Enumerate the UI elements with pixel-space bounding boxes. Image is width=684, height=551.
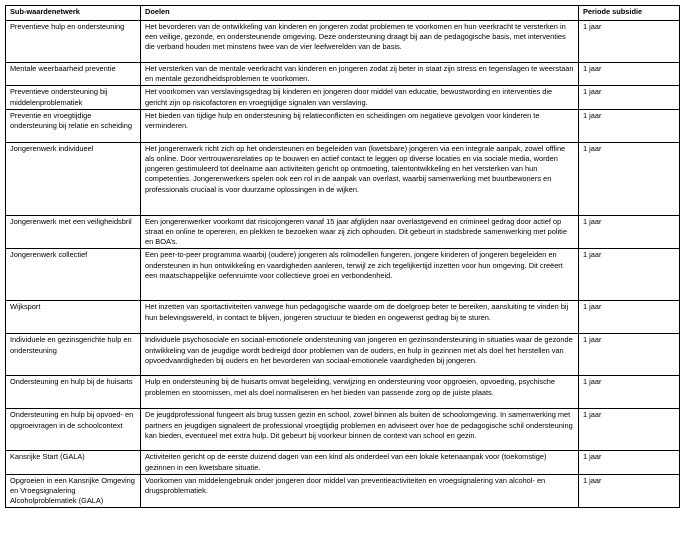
period-cell: 1 jaar xyxy=(579,215,680,249)
goal-cell: De jeugdprofessional fungeert als brug tussen gezin en school, zowel binnen als buiten de schoolomgeving. In samenwerking met partners en jeugdigen signaleert de professional vroegtijdig problemen en adviseert over hoe de pedagogische schil ondersteuning kan bieden, eventueel met extra hulp. Dit gebeurt bij voorkeur binnen de context van school en gezin. xyxy=(141,409,579,451)
goal-cell: Een jongerenwerker voorkomt dat risicojongeren vanaf 15 jaar afglijden naar overlastgevend en crimineel gedrag door actief op straat en online te opereren, en plekken te bezoeken waar zij zich ophouden. Dit gebeurt in stadsbrede samenwerking met politie en BOA’s. xyxy=(141,215,579,249)
goal-cell: Het bieden van tijdige hulp en ondersteuning bij relatieconflicten en scheidingen om negatieve gevolgen voor kinderen te verminderen. xyxy=(141,109,579,142)
subnetwork-cell: Ondersteuning en hulp bij opvoed- en opgroeivragen in de schoolcontext xyxy=(6,409,141,451)
goal-cell: Het inzetten van sportactiviteiten vanwege hun pedagogische waarde om de doelgroep beter te bereiken, aansluiting te vinden bij hun belevingswereld, in contact te blijven, jongeren structuur te bieden en ongewenst gedrag bij te sturen. xyxy=(141,301,579,334)
header-period: Periode subsidie xyxy=(579,6,680,21)
subsidy-table xyxy=(5,5,680,508)
period-cell: 1 jaar xyxy=(579,376,680,409)
period-cell: 1 jaar xyxy=(579,142,680,215)
table-row xyxy=(6,474,680,508)
table-row xyxy=(6,109,680,142)
subnetwork-cell: Individuele en gezinsgerichte hulp en ondersteuning xyxy=(6,334,141,376)
period-cell: 1 jaar xyxy=(579,21,680,63)
table-row xyxy=(6,376,680,409)
goal-cell: Een peer-to-peer programma waarbij (oudere) jongeren als rolmodellen fungeren, jongere kinderen of jongeren begeleiden en ondersteunen in hun ontwikkeling en vaardigheden aanleren, terwijl ze zich tegelijkertijd inzetten voor hun omgeving. Dit creëert een maatschappelijke oefenruimte voor collectieve groei en verbondenheid. xyxy=(141,249,579,301)
goal-cell: Hulp en ondersteuning bij de huisarts omvat begeleiding, verwijzing en ondersteuning voor opgroeien, opvoeding, psychische problemen en stoornissen, met als doel normaliseren en het bieden van passende zorg op de juiste plaats. xyxy=(141,376,579,409)
goal-cell: Individuele psychosociale en sociaal-emotionele ondersteuning van jongeren en gezinsondersteuning in situaties waar de gezonde ontwikkeling van de jeugdige wordt bedreigd door problemen van de ouders, en hulp in gezinnen met als doel het herstellen van opvoedvaardigheden bij ouders en het bevorderen van sociaal-emotionele vaardigheden bij jongeren. xyxy=(141,334,579,376)
table-row xyxy=(6,334,680,376)
subnetwork-cell: Preventieve hulp en ondersteuning xyxy=(6,21,141,63)
table-row xyxy=(6,249,680,301)
goal-cell: Het versterken van de mentale veerkracht van kinderen en jongeren zodat zij beter in staat zijn stress en tegenslagen te weerstaan en mentale gezondheidsproblemen te voorkomen. xyxy=(141,63,579,86)
period-cell: 1 jaar xyxy=(579,249,680,301)
table-row xyxy=(6,63,680,86)
goal-cell: Het bevorderen van de ontwikkeling van kinderen en jongeren zodat problemen te voorkomen en hun veerkracht te versterken in een veilige, gezonde, en ondersteunende omgeving. Deze ondersteuning draagt bij aan de pedagogische basis, met interventies die verband houden met minstens twee van de vier leefwerelden van de basis. xyxy=(141,21,579,63)
period-cell: 1 jaar xyxy=(579,451,680,474)
goal-cell: Het voorkomen van verslavingsgedrag bij kinderen en jongeren door middel van educatie, bewustwording en interventies die gericht zijn op risicofactoren en vroegtijdige signalen van verslaving. xyxy=(141,86,579,109)
goal-cell: Activiteiten gericht op de eerste duizend dagen van een kind als onderdeel van een lokale ketenaanpak voor (toekomstige) gezinnen in een kwetsbare situatie. xyxy=(141,451,579,474)
subnetwork-cell: Opgroeien in een Kansrijke Omgeving en Vroegsignalering Alcoholproblematiek (GALA) xyxy=(6,474,141,508)
period-cell: 1 jaar xyxy=(579,63,680,86)
goal-cell: Voorkomen van middelengebruik onder jongeren door middel van preventieactiviteiten en vroegsignalering van alcohol- en drugsproblematiek. xyxy=(141,474,579,508)
goal-cell: Het jongerenwerk richt zich op het ondersteunen en begeleiden van (kwetsbare) jongeren via een integrale aanpak, zowel offline als online. Door vertrouwensrelaties op te bouwen en actief contact te leggen op diverse locaties en via sociale media, worden jongeren gestimuleerd tot deelname aan activiteiten gericht op ontmoeting, talentontwikkeling en het versterken van hun competenties. Jongerenwerkers spelen ook een rol in de aanpak van overlast, waarbij samenwerking met buurtbewoners en professionals cruciaal is voor duurzame oplossingen in de wijken. xyxy=(141,142,579,215)
table-row xyxy=(6,409,680,451)
subnetwork-cell: Preventie en vroegtijdige ondersteuning bij relatie en scheiding xyxy=(6,109,141,142)
header-goals: Doelen xyxy=(141,6,579,21)
period-cell: 1 jaar xyxy=(579,86,680,109)
period-cell: 1 jaar xyxy=(579,301,680,334)
subnetwork-cell: Ondersteuning en hulp bij de huisarts xyxy=(6,376,141,409)
table-row xyxy=(6,301,680,334)
table-row xyxy=(6,21,680,63)
period-cell: 1 jaar xyxy=(579,474,680,508)
table-row xyxy=(6,86,680,109)
table-row xyxy=(6,451,680,474)
subnetwork-cell: Mentale weerbaarheid preventie xyxy=(6,63,141,86)
table-header-row xyxy=(6,6,680,21)
subnetwork-cell: Jongerenwerk collectief xyxy=(6,249,141,301)
period-cell: 1 jaar xyxy=(579,334,680,376)
period-cell: 1 jaar xyxy=(579,109,680,142)
period-cell: 1 jaar xyxy=(579,409,680,451)
subnetwork-cell: Wijksport xyxy=(6,301,141,334)
subnetwork-cell: Kansrijke Start (GALA) xyxy=(6,451,141,474)
subnetwork-cell: Jongerenwerk individueel xyxy=(6,142,141,215)
table-row xyxy=(6,215,680,249)
subnetwork-cell: Preventieve ondersteuning bij middelenproblematiek xyxy=(6,86,141,109)
header-subnetwork: Sub-waardenetwerk xyxy=(6,6,141,21)
table-row xyxy=(6,142,680,215)
subnetwork-cell: Jongerenwerk met een veiligheidsbril xyxy=(6,215,141,249)
